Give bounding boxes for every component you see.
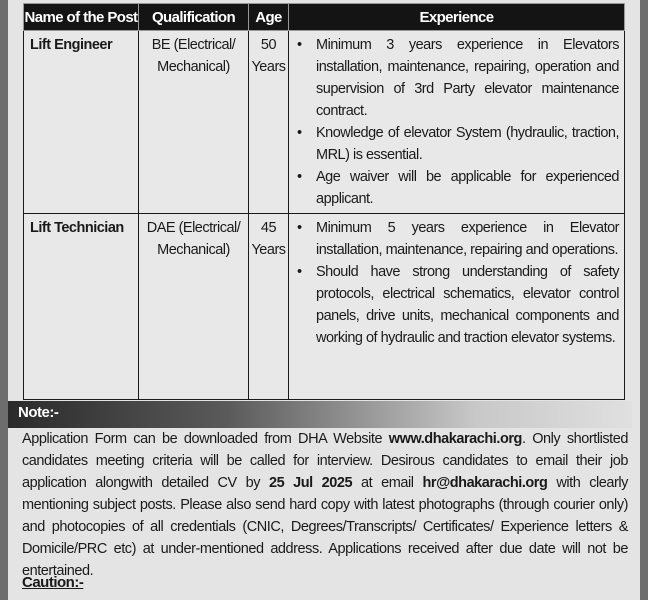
experience-item: • Minimum 3 years experience in Elevators installation, maintenance, repairing, operation and supervision of 3rd Party elevator maintenance contract. <box>294 34 619 122</box>
age: 45 Years <box>249 214 289 400</box>
post-name: Lift Engineer <box>24 31 139 214</box>
note-text-part: at email <box>352 475 423 491</box>
experience <box>289 31 625 214</box>
post-name: Lift Technician <box>24 214 139 400</box>
note-heading: Note:- <box>8 401 632 428</box>
header-experience: Experience <box>289 4 625 31</box>
note-text-part: Application Form can be downloaded from DHA Website <box>22 431 389 447</box>
qualification: BE (Electrical/ Mechanical) <box>139 31 249 214</box>
note-text-part: with clearly mentioning subject posts. Please also send hard copy with latest photographs (through courier only) and photocopies of all credentials (CNIC, Degrees/Transcripts/ Certificates/ Experience letters & Domicile/PRC etc) at under-mentioned address. Applications received after due date will not be entertained. <box>22 475 628 579</box>
experience-item: • Age waiver will be applicable for experienced applicant. <box>294 166 619 210</box>
header-post: Name of the Post <box>24 4 139 31</box>
email-link[interactable]: hr@dhakarachi.org <box>422 475 548 491</box>
qualification: DAE (Electrical/ Mechanical) <box>139 214 249 400</box>
age: 50 Years <box>249 31 289 214</box>
header-age: Age <box>249 4 289 31</box>
jobs-table <box>23 3 625 400</box>
table-header <box>24 4 625 31</box>
experience-item: • Knowledge of elevator System (hydraulic, traction, MRL) is essential. <box>294 122 619 166</box>
website-link[interactable]: www.dhakarachi.org <box>388 431 522 447</box>
table-row <box>24 31 625 214</box>
experience <box>289 214 625 400</box>
experience-item: • Minimum 5 years experience in Elevator installation, maintenance, repairing and operations. <box>294 217 619 261</box>
table-row <box>24 214 625 400</box>
caution-heading: Caution:- <box>22 574 84 591</box>
deadline: 25 Jul 2025 <box>269 475 353 491</box>
note-text <box>22 428 628 582</box>
note-text-part: . Only shortlisted candidates meeting criteria will be called for interview. Desirous candidates to email their job application alongwith detailed CV by <box>22 431 628 491</box>
header-qualification: Qualification <box>139 4 249 31</box>
experience-item: • Should have strong understanding of safety protocols, electrical schematics, elevator control panels, drive units, mechanical components and working of hydraulic and traction elevator systems. <box>294 261 619 349</box>
